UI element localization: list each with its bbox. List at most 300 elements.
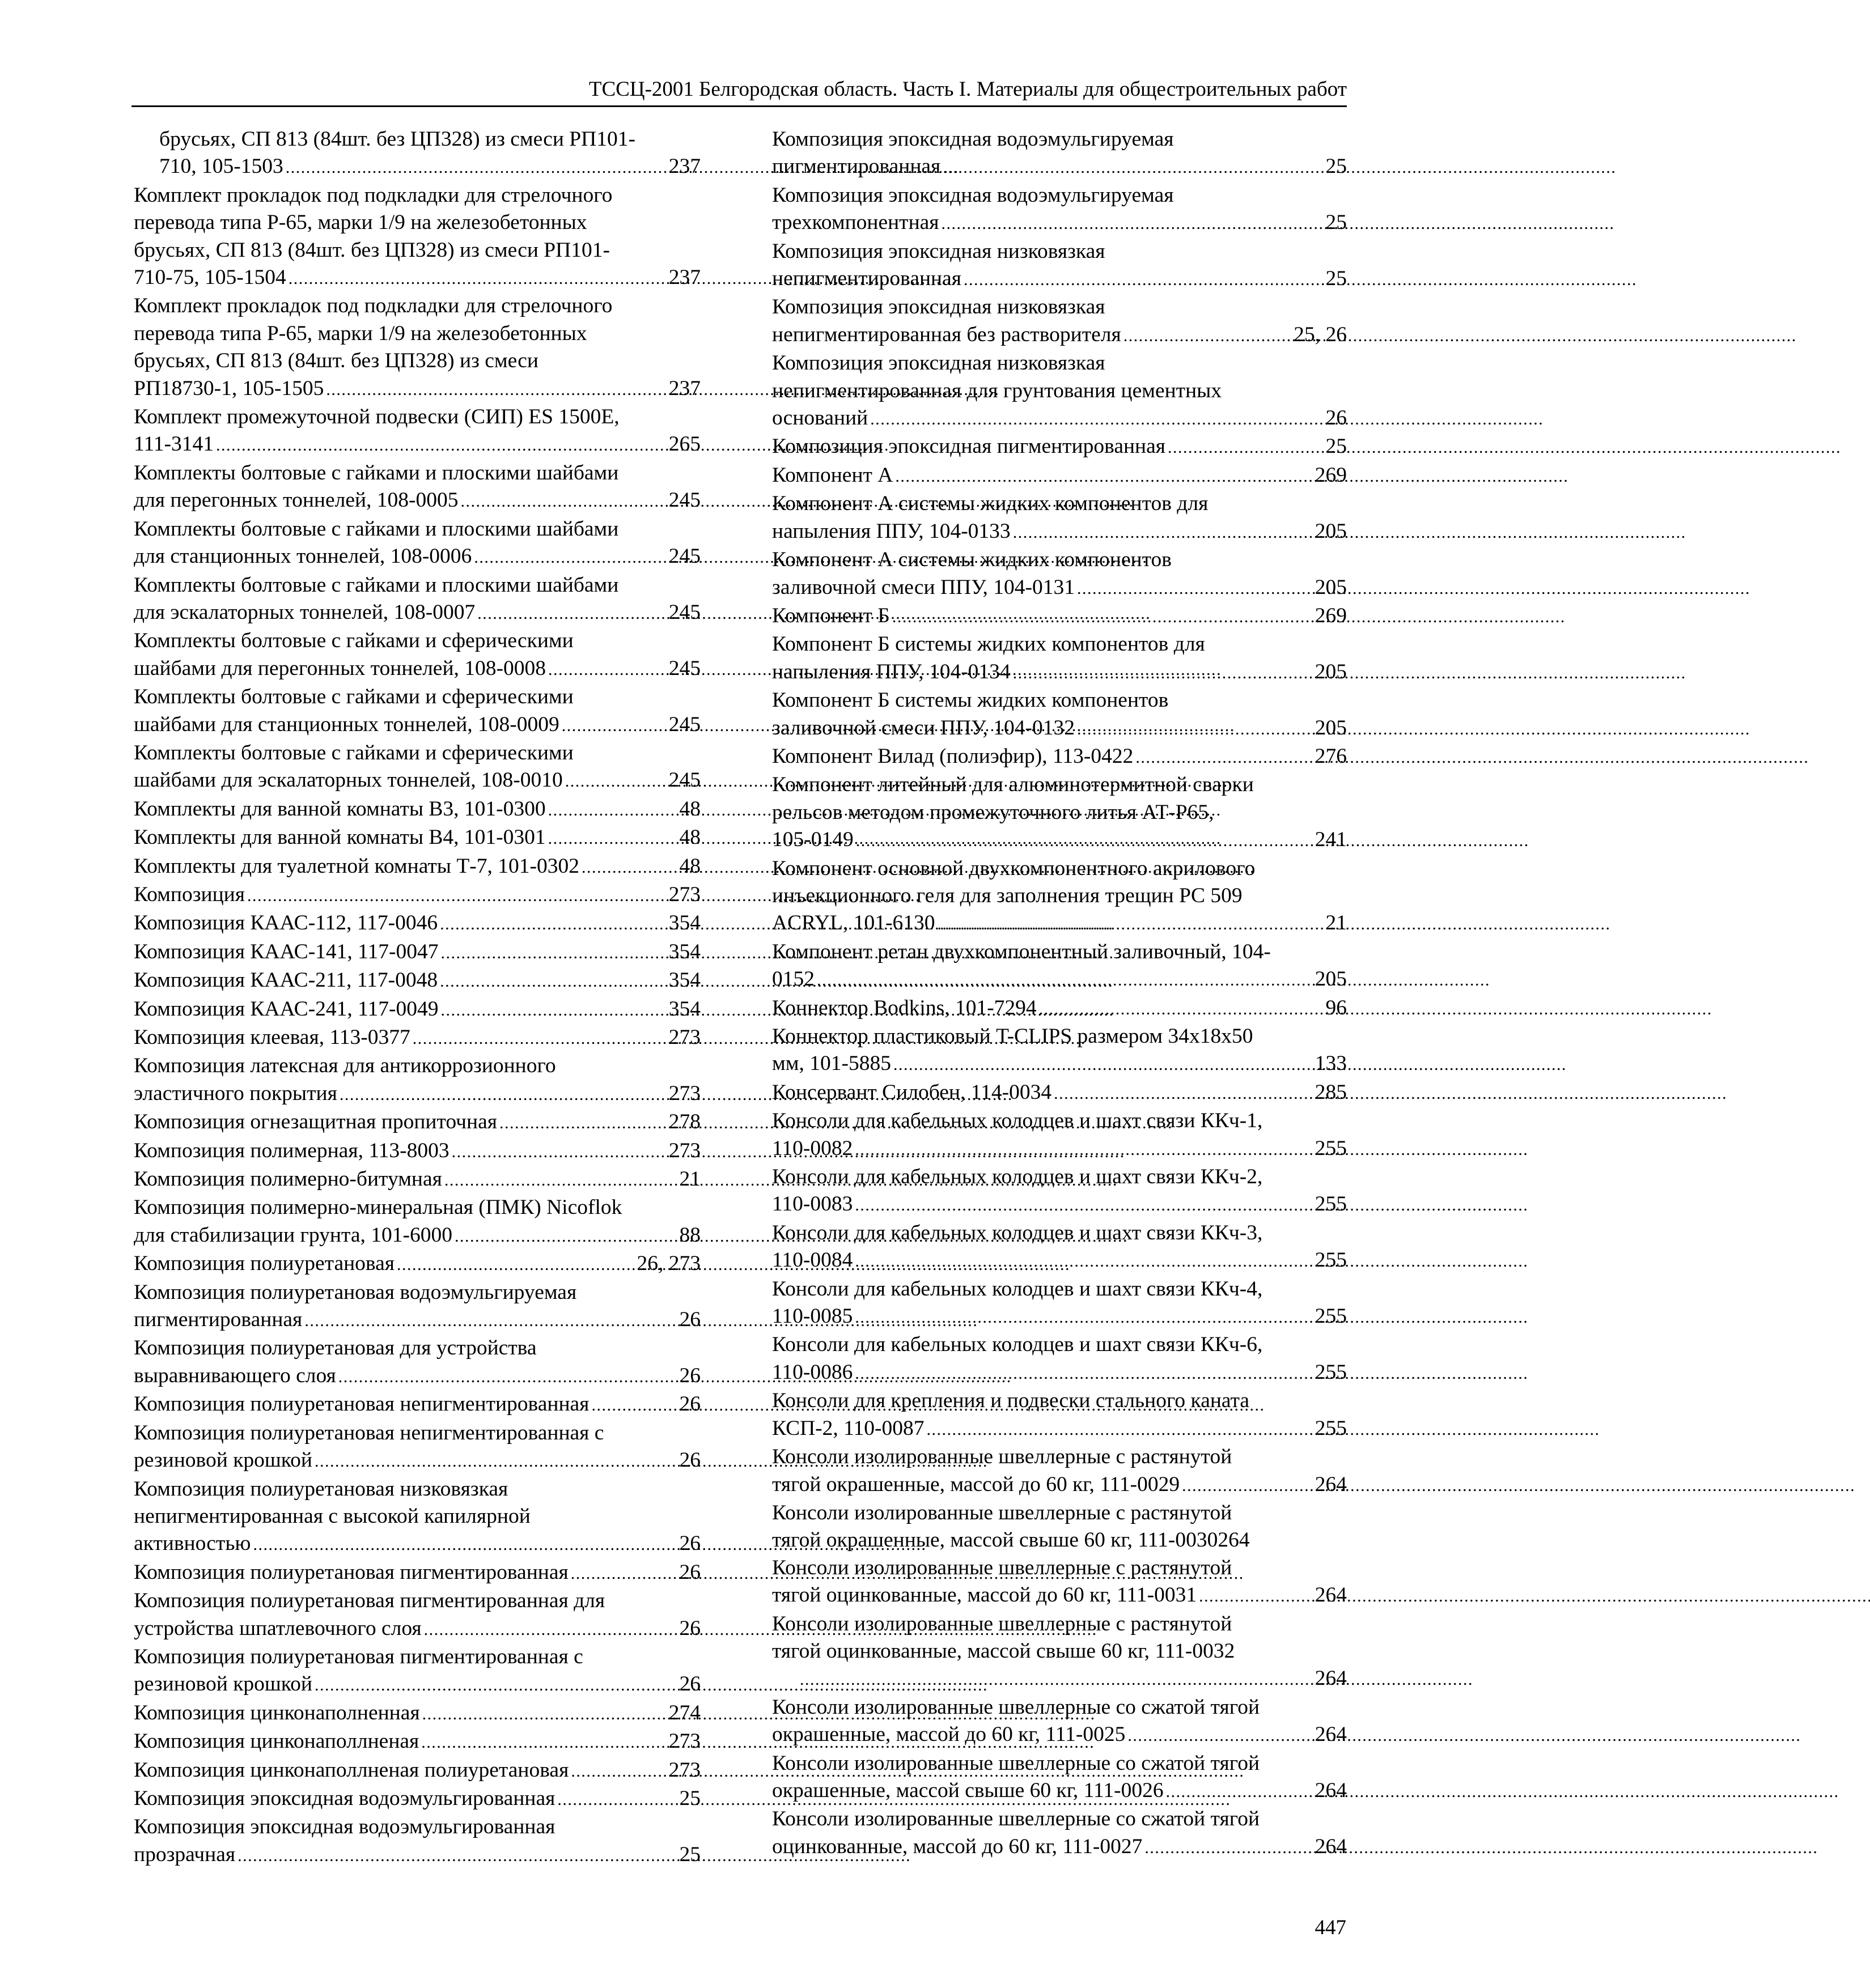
index-entry (134, 1420, 701, 1476)
dot-leader (1127, 1721, 1312, 1749)
running-header (132, 74, 1347, 107)
entry-last-line (134, 938, 701, 967)
dot-leader (548, 824, 677, 852)
entry-term: 111-3141 (134, 432, 214, 456)
entry-last-line (772, 659, 1347, 687)
entry-last-line (134, 375, 701, 403)
entry-line: Композиция полиуретановая непигментированная с (134, 1421, 604, 1445)
entry-line: Композиция полиуретановая водоэмульгируемая (134, 1280, 577, 1304)
entry-term: ACRYL, 101-6130 (772, 911, 935, 935)
dot-leader (216, 431, 667, 459)
index-entry (134, 938, 701, 967)
entry-term: для стабилизации грунта, 101-6000 (134, 1223, 452, 1247)
entry-last-line (134, 1785, 701, 1813)
entry-term: Компонент Б (772, 604, 890, 627)
entry-last-line (134, 1166, 701, 1194)
entry-line: Компонент ретан двухкомпонентный заливочный, 104- (772, 940, 1271, 963)
entry-last-line (772, 1582, 1347, 1610)
entry-page-ref: 26 (679, 1392, 701, 1416)
entry-last-line (134, 853, 701, 881)
dot-leader (562, 711, 667, 740)
entry-line: Консоли для кабельных колодцев и шахт связи ККч-6, (772, 1333, 1263, 1357)
index-entry (134, 1391, 701, 1419)
entry-page-ref: 264 (1314, 1778, 1347, 1802)
dot-leader (397, 1250, 634, 1278)
entry-last-line (134, 1700, 701, 1728)
entry-page-ref: 245 (668, 768, 701, 792)
entry-page-ref: 273 (668, 1758, 701, 1782)
entry-last-line (772, 209, 1347, 237)
dot-leader (1182, 1471, 1313, 1500)
entry-line: Консоли для крепления и подвески стального каната (772, 1389, 1250, 1413)
entry-term: тягой оцинкованные, массой до 60 кг, 111-0031 (772, 1583, 1197, 1607)
entry-line: перевода типа Р-65, марки 1/9 на железобетонных (134, 211, 587, 235)
index-entry (134, 1335, 701, 1391)
entry-line: Композиция эпоксидная водоэмульгируемая (772, 128, 1174, 151)
entry-term: выравнивающего слоя (134, 1363, 336, 1387)
entry-last-line (134, 1530, 701, 1558)
dot-leader (942, 209, 1324, 237)
dot-leader (424, 1615, 677, 1643)
entry-term: шайбами для перегонных тоннелей, 108-0008 (134, 656, 546, 680)
index-entry (134, 967, 701, 995)
entry-last-line (772, 1247, 1347, 1275)
entry-term: Композиция огнезащитная пропиточная (134, 1110, 497, 1134)
index-entry (772, 238, 1347, 294)
index-entry (134, 1279, 701, 1335)
index-entry (134, 824, 701, 852)
entry-page-ref: 273 (668, 1730, 701, 1753)
entry-last-line (134, 1757, 701, 1785)
entry-page-ref: 354 (668, 997, 701, 1021)
entry-last-line (772, 1303, 1347, 1331)
index-entry (134, 1166, 701, 1194)
dot-leader (1135, 743, 1312, 771)
index-entry (772, 631, 1347, 687)
entry-page-ref: 255 (1314, 1136, 1347, 1160)
index-entry (772, 1387, 1347, 1443)
dot-leader (1054, 1079, 1313, 1107)
entry-term: РП18730-1, 105-1505 (134, 376, 324, 400)
index-entry (772, 1554, 1347, 1611)
index-entry (134, 1728, 701, 1756)
entry-term: Композиция КААС-141, 117-0047 (134, 940, 439, 963)
entry-page-ref: 26, 273 (637, 1252, 701, 1276)
index-entry (772, 1079, 1347, 1107)
entry-line: Комплекты болтовые с гайками и сферическими (134, 741, 574, 764)
entry-line: инъекционного геля для заполнения трещин PC 509 (772, 883, 1243, 907)
index-entry (772, 855, 1347, 938)
dot-leader (304, 1306, 677, 1335)
index-entry (134, 740, 701, 796)
index-entry (134, 292, 701, 403)
index-entry (134, 1643, 701, 1700)
entry-last-line (772, 1050, 1347, 1078)
entry-term: резиновой крошкой (134, 1672, 312, 1696)
entry-last-line (772, 1415, 1347, 1443)
entry-page-ref: 241 (1314, 828, 1347, 852)
entry-term: Композиция цинконаполлненая полиуретановая (134, 1758, 569, 1782)
entry-line: брусьях, СП 813 (84шт. без ЦП328) из смеси (134, 349, 538, 373)
dot-leader (247, 881, 667, 910)
dot-leader (1013, 659, 1313, 687)
entry-last-line (772, 602, 1347, 631)
entry-page-ref: 26 (679, 1308, 701, 1332)
entry-page-ref: 205 (1314, 660, 1347, 683)
dot-leader (817, 966, 1313, 994)
index-entry (772, 1443, 1347, 1500)
entry-line: Комплекты болтовые с гайками и сферическими (134, 685, 574, 709)
entry-last-line (772, 1135, 1347, 1163)
entry-page-ref: 205 (1314, 967, 1347, 991)
index-entry (134, 796, 701, 824)
entry-last-line (772, 1191, 1347, 1219)
entry-term: Композиция КААС-241, 117-0049 (134, 997, 439, 1021)
entry-line: Комплект прокладок под подкладки для стрелочного (134, 183, 613, 207)
entry-page-ref: 274 (668, 1701, 701, 1724)
entry-last-line (134, 543, 701, 571)
entry-line: Консоли для кабельных колодцев и шахт связи ККч-3, (772, 1221, 1263, 1244)
index-entry (134, 1052, 701, 1108)
entry-line: Консоли для кабельных колодцев и шахт связи ККч-1, (772, 1109, 1263, 1133)
index-entry (134, 1785, 701, 1813)
entry-line: непигментированная для грунтования цементных (772, 379, 1222, 402)
dot-leader (1199, 1582, 1313, 1610)
entry-page-ref: 245 (668, 600, 701, 624)
index-column-right (772, 126, 1347, 1862)
entry-line: Комплекты болтовые с гайками и плоскими шайбами (134, 461, 619, 485)
entry-line: Комплекты болтовые с гайками и плоскими шайбами (134, 517, 619, 541)
dot-leader (441, 938, 667, 967)
dot-leader (1144, 1833, 1312, 1862)
dot-leader (892, 602, 1313, 631)
entry-term: шайбами для станционных тоннелей, 108-0009 (134, 712, 559, 736)
entry-page-ref: 273 (668, 1139, 701, 1162)
entry-page-ref: 26 (679, 1560, 701, 1584)
entry-last-line (134, 967, 701, 995)
dot-leader (855, 1247, 1312, 1275)
entry-line: брусьях, СП 813 (84шт. без ЦП328) из смеси РП101- (134, 238, 610, 262)
entry-page-ref: 25, 26 (1294, 322, 1347, 346)
entry-term: Композиция полиуретановая непигментированная (134, 1392, 590, 1416)
entry-last-line (772, 405, 1347, 433)
entry-last-line (134, 1137, 701, 1166)
dot-leader (289, 264, 667, 292)
entry-term: Композиция полимерная, 113-8003 (134, 1139, 450, 1162)
entry-page-ref: 273 (668, 882, 701, 906)
entry-last-line (772, 1777, 1347, 1806)
dot-leader (413, 1024, 667, 1052)
entry-term: тягой окрашенные, массой свыше 60 кг, 111-0030 (772, 1528, 1218, 1552)
entry-last-line (772, 826, 1347, 855)
index-entry (772, 743, 1347, 771)
entry-term: оснований (772, 406, 868, 430)
entry-term: для станционных тоннелей, 108-0006 (134, 545, 472, 568)
entry-term: заливочной смеси ППУ, 104-0131 (772, 575, 1075, 599)
entry-term: Композиция КААС-211, 117-0048 (134, 968, 438, 992)
entry-last-line (772, 715, 1347, 743)
entry-page-ref: 25 (1325, 211, 1347, 235)
dot-leader (421, 1728, 666, 1756)
dot-leader (582, 853, 677, 881)
entry-line: Композиция полиуретановая пигментированная для (134, 1589, 605, 1613)
entry-page-ref: 25 (1325, 155, 1347, 179)
entry-term: 110-0083 (772, 1192, 853, 1216)
entry-last-line (134, 1080, 701, 1108)
entry-last-line (772, 1833, 1347, 1862)
entry-line: Композиция эпоксидная низковязкая (772, 295, 1105, 319)
entry-term: 105-0149 (772, 828, 854, 852)
entry-term: трехкомпонентная (772, 211, 939, 235)
entry-last-line (134, 1250, 701, 1278)
entry-line: Комплект промежуточной подвески (СИП) ES 1500Е, (134, 405, 620, 429)
dot-leader (565, 767, 667, 795)
entry-term: пигментированная (134, 1308, 303, 1332)
dot-leader (315, 1447, 677, 1475)
entry-last-line (134, 264, 701, 292)
entry-last-line (134, 796, 701, 824)
entry-last-line (772, 574, 1347, 602)
entry-page-ref: 264 (1314, 1583, 1347, 1607)
entry-page-ref: 354 (668, 968, 701, 992)
entry-term: Комплекты для туалетной комнаты Т-7, 101-0302 (134, 854, 579, 878)
entry-line: Композиция эпоксидная водоэмульгированная (134, 1815, 556, 1839)
index-entry (134, 1559, 701, 1587)
index-entry (772, 546, 1347, 602)
entry-line: Компонент А системы жидких компонентов для (772, 492, 1208, 516)
index-entry (134, 460, 701, 516)
index-entry (772, 182, 1347, 238)
index-entry (772, 126, 1347, 182)
entry-page-ref: 237 (668, 155, 701, 179)
dot-leader (338, 1362, 677, 1391)
dot-leader (1039, 995, 1324, 1023)
dot-leader (855, 1303, 1312, 1331)
entry-page-ref: 88 (679, 1223, 701, 1247)
entry-last-line (772, 995, 1347, 1023)
dot-leader (440, 967, 667, 995)
entry-last-line (134, 599, 701, 627)
entry-term: Компонент Вилад (полиэфир), 113-0422 (772, 744, 1134, 768)
entry-page-ref: 255 (1314, 1248, 1347, 1272)
dot-leader (855, 1191, 1312, 1219)
dot-leader (895, 462, 1312, 490)
entry-page-ref: 264 (1314, 1472, 1347, 1496)
index-entry (772, 1220, 1347, 1276)
entry-page-ref: 273 (668, 1026, 701, 1049)
entry-page-ref: 205 (1314, 716, 1347, 740)
entry-last-line (772, 1471, 1347, 1500)
index-entry (134, 881, 701, 910)
entry-line: Комплект прокладок под подкладки для стрелочного (134, 294, 613, 318)
entry-page-ref: 237 (668, 376, 701, 400)
dot-leader (1077, 715, 1313, 743)
entry-line: непигментированная с высокой капилярной (134, 1504, 531, 1528)
entry-last-line (134, 1391, 701, 1419)
entry-term: Коннектор Bodkins, 101-7294 (772, 996, 1037, 1020)
entry-term: Композиция (134, 882, 245, 906)
index-entry (134, 1250, 701, 1278)
entry-line: Комплекты болтовые с гайками и плоскими шайбами (134, 573, 619, 597)
entry-last-line (134, 910, 701, 938)
entry-term: 110-0082 (772, 1136, 853, 1160)
index-entry (772, 1806, 1347, 1862)
entry-page-ref: 25 (1325, 267, 1347, 291)
dot-leader (440, 910, 667, 938)
index-entry (772, 1331, 1347, 1387)
dot-leader (1013, 518, 1313, 546)
entry-term: оцинкованные, массой до 60 кг, 111-0027 (772, 1834, 1143, 1858)
index-entry (772, 1023, 1347, 1079)
entry-line: тягой оцинкованные, массой свыше 60 кг, 111-0032 (772, 1639, 1235, 1663)
entry-line: Композиция эпоксидная низковязкая (772, 351, 1105, 375)
entry-term: эластичного покрытия (134, 1081, 337, 1105)
index-entry (134, 683, 701, 740)
entry-term: пигментированная (772, 155, 941, 179)
entry-line: Композиция латексная для антикоррозионного (134, 1054, 556, 1078)
entry-last-line (134, 711, 701, 740)
entry-last-line (134, 431, 701, 459)
entry-line: Композиция полиуретановая пигментированная с (134, 1645, 583, 1668)
dot-leader (943, 153, 1323, 181)
entry-page-ref: 354 (668, 911, 701, 935)
entry-last-line (134, 487, 701, 515)
entry-line: Консоли изолированные швеллерные со сжатой тягой (772, 1751, 1260, 1775)
entry-line: Комплекты болтовые с гайками и сферическими (134, 629, 574, 653)
index-entry (772, 1500, 1347, 1554)
entry-last-line (134, 1362, 701, 1391)
dot-leader (286, 153, 667, 181)
entry-page-ref: 96 (1325, 996, 1347, 1020)
entry-page-ref: 25 (679, 1842, 701, 1866)
entry-page-ref: 25 (679, 1786, 701, 1810)
dot-leader (1077, 574, 1313, 602)
entry-page-ref: 25 (1325, 435, 1347, 458)
entry-page-ref: 205 (1314, 519, 1347, 543)
index-entry (134, 853, 701, 881)
dot-leader (964, 265, 1323, 294)
entry-line: Композиция полимерно-минеральная (ПМК) Nicoflok (134, 1196, 622, 1220)
entry-line: Консоли для кабельных колодцев и шахт связи ККч-4, (772, 1277, 1263, 1301)
index-entry (134, 996, 701, 1024)
entry-term: резиновой крошкой (134, 1448, 312, 1472)
entry-term: устройства шпатлевочного слоя (134, 1616, 422, 1640)
entry-page-ref: 245 (668, 712, 701, 736)
entry-term: напыления ППУ, 104-0134 (772, 660, 1011, 683)
entry-page-ref: 205 (1314, 575, 1347, 599)
entry-term: тягой окрашенные, массой до 60 кг, 111-0029 (772, 1472, 1180, 1496)
entry-page-ref: 26 (679, 1672, 701, 1696)
entry-page-ref: 276 (1314, 744, 1347, 768)
entry-line: Консоли изолированные швеллерные со сжатой тягой (772, 1695, 1260, 1719)
index-entry (134, 1587, 701, 1643)
entry-term: Композиция эпоксидная пигментированная (772, 435, 1166, 458)
index-entry (134, 1700, 701, 1728)
entry-last-line (798, 1665, 1347, 1693)
entry-term: Композиция КААС-112, 117-0046 (134, 911, 438, 935)
entry-last-line (134, 824, 701, 852)
index-entry (134, 126, 701, 182)
entry-term: Композиция полимерно-битумная (134, 1167, 442, 1191)
entry-page-ref: 273 (668, 1081, 701, 1105)
entry-page-ref: 245 (668, 488, 701, 512)
index-entry (134, 1757, 701, 1785)
index-entry (772, 1694, 1347, 1750)
dot-leader (340, 1080, 667, 1108)
index-entry (134, 572, 701, 628)
entry-page-ref: 255 (1314, 1305, 1347, 1328)
entry-last-line (772, 518, 1347, 546)
entry-term: 710-75, 105-1504 (134, 266, 286, 290)
entry-term: Композиция клеевая, 113-0377 (134, 1026, 410, 1049)
entry-term: Композиция эпоксидная водоэмульгированная (134, 1786, 556, 1810)
entry-last-line (772, 910, 1347, 938)
entry-page-ref: 245 (668, 545, 701, 568)
dot-leader (444, 1166, 677, 1194)
dot-leader (441, 996, 667, 1024)
entry-last-line (134, 1559, 701, 1587)
entry-term: 110-0084 (772, 1248, 853, 1272)
dot-leader (548, 796, 677, 824)
entry-line: Коннектор пластиковый T-CLIPS размером 34х18х50 (772, 1025, 1253, 1048)
dot-leader (800, 1665, 1313, 1693)
header-title: ТССЦ-2001 Белгородская область. Часть I. Материалы для общестроительных работ (588, 78, 1347, 101)
dot-leader (238, 1841, 677, 1870)
dot-leader (253, 1530, 677, 1558)
index-entry (772, 433, 1347, 461)
entry-term: 110-0086 (772, 1360, 853, 1384)
entry-last-line (134, 996, 701, 1024)
entry-last-line (134, 1024, 701, 1052)
entry-page-ref: 21 (1325, 911, 1347, 935)
index-entry (772, 1276, 1347, 1332)
dot-leader (870, 405, 1323, 433)
entry-last-line (134, 881, 701, 910)
entry-page-ref: 26 (1325, 406, 1347, 430)
entry-term: Комплекты для ванной комнаты В3, 101-0300 (134, 797, 546, 821)
dot-leader (591, 1391, 677, 1419)
entry-page-ref: 269 (1314, 604, 1347, 627)
entry-page-ref: 26 (679, 1363, 701, 1387)
entry-last-line (772, 1527, 1347, 1554)
entry-page-ref: 255 (1314, 1416, 1347, 1440)
entry-last-line (159, 153, 701, 181)
index-entry (134, 182, 701, 293)
entry-page-ref: 354 (668, 940, 701, 963)
entry-last-line (772, 1721, 1347, 1749)
entry-last-line (772, 743, 1347, 771)
entry-term: Комплекты для ванной комнаты В4, 101-0301 (134, 826, 546, 849)
entry-page-ref: 264 (1314, 1834, 1347, 1858)
entry-line: Композиция полиуретановая низковязкая (134, 1477, 508, 1501)
entry-line: Компонент Б системы жидких компонентов для (772, 632, 1205, 656)
dot-leader (452, 1137, 667, 1166)
dot-leader (856, 826, 1313, 855)
entry-page-ref: 26 (679, 1448, 701, 1472)
entry-term: Компонент А (772, 463, 893, 487)
entry-term: Композиция цинконаполненная (134, 1701, 420, 1724)
index-entry (772, 602, 1347, 631)
entry-page-ref: 48 (679, 797, 701, 821)
entry-page-ref: 265 (668, 432, 701, 456)
index-entry (772, 995, 1347, 1023)
index-entry (134, 1137, 701, 1166)
entry-term: для эскалаторных тоннелей, 108-0007 (134, 600, 476, 624)
dot-leader (855, 1135, 1312, 1163)
entry-page-ref: 237 (668, 266, 701, 290)
dot-leader (1166, 1777, 1313, 1806)
entry-line: Композиция эпоксидная водоэмульгируемая (772, 183, 1174, 207)
